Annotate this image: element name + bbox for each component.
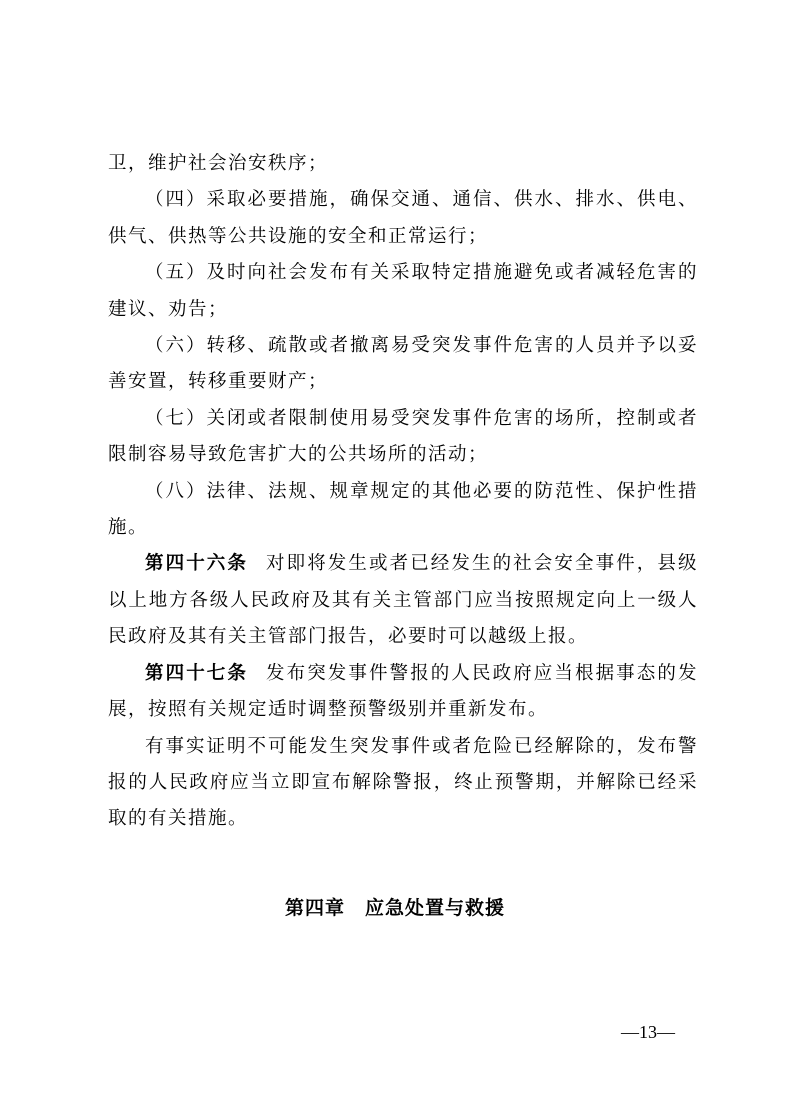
paragraph-text: （六）转移、疏散或者撤离易受突发事件危害的人员并予以妥善安置，转移重要财产； (108, 335, 698, 393)
paragraph (108, 474, 698, 547)
paragraph-text: （八）法律、法规、规章规定的其他必要的防范性、保护性措施。 (108, 480, 698, 539)
article-47 (108, 656, 698, 729)
page-number: —13— (621, 1022, 675, 1042)
paragraph (108, 182, 698, 255)
paragraph-text: （四）采取必要措施，确保交通、通信、供水、排水、供电、供气、供热等公共设施的安全和正常运行； (108, 189, 698, 247)
chapter-title: 第四章 应急处置与救援 (284, 897, 505, 919)
body-text (108, 146, 698, 838)
paragraph (108, 729, 698, 838)
paragraph-text: 有事实证明不可能发生突发事件或者危险已经解除的，发布警报的人民政府应当立即宣布解除警报，终止预警期，并解除已经采取的有关措施。 (108, 735, 698, 830)
article-label: 第四十六条 (145, 553, 248, 575)
paragraph-text: 发布突发事件警报的人民政府应当根据事态的发展，按照有关规定适时调整预警级别并重新发布。 (108, 662, 698, 721)
article-46 (108, 546, 698, 655)
paragraph (108, 328, 698, 401)
paragraph-text: 卫，维护社会治安秩序； (108, 153, 329, 174)
paragraph (108, 255, 698, 328)
paragraph-text: 对即将发生或者已经发生的社会安全事件，县级以上地方各级人民政府及其有关主管部门应当按照规定向上一级人民政府及其有关主管部门报告，必要时可以越级上报。 (108, 553, 698, 648)
paragraph-text: （七）关闭或者限制使用易受突发事件危害的场所，控制或者限制容易导致危害扩大的公共场所的活动； (108, 407, 698, 466)
article-label: 第四十七条 (145, 662, 248, 684)
paragraph (108, 146, 698, 182)
paragraph-text: （五）及时向社会发布有关采取特定措施避免或者减轻危害的建议、劝告； (108, 262, 698, 320)
paragraph (108, 401, 698, 474)
